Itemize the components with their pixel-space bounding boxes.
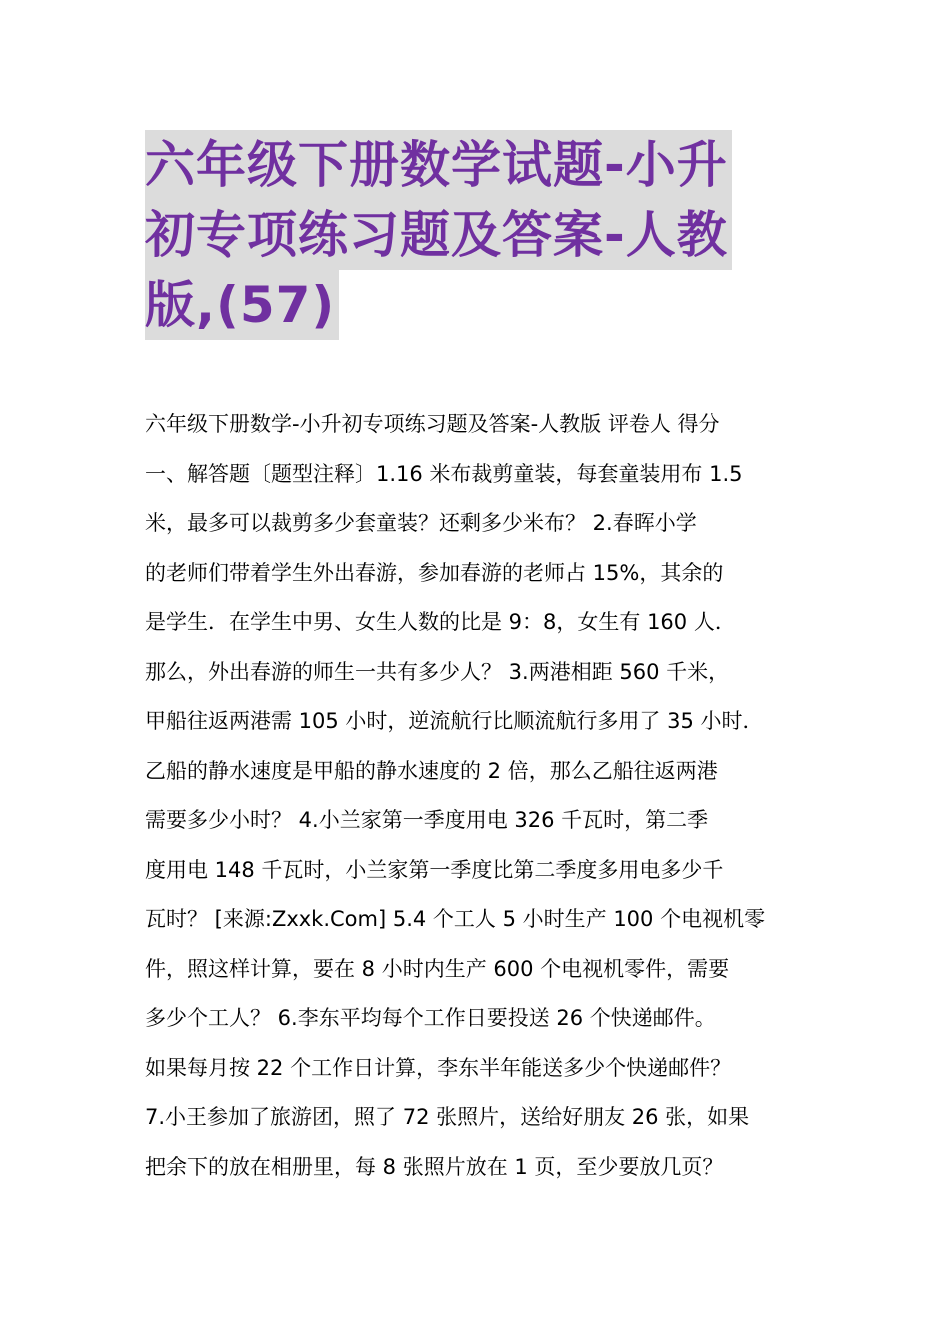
title-line-1-text: 六年级下册数学试题-小升	[145, 130, 732, 200]
title-line-2	[145, 200, 815, 270]
body-line: 一、解答题〔题型注释〕1.16 米布裁剪童装，每套童装用布 1.5	[145, 461, 743, 486]
body-line: 件，照这样计算，要在 8 小时内生产 600 个电视机零件，需要	[145, 956, 730, 981]
body-line: 甲船往返两港需 105 小时，逆流航行比顺流航行多用了 35 小时．	[145, 709, 764, 733]
body-line: 是学生．在学生中男、女生人数的比是 9：8，女生有 160 人．	[145, 610, 736, 634]
body-line: 六年级下册数学-小升初专项练习题及答案-人教版 评卷人 得分	[145, 412, 720, 436]
body-line: 多少个工人？ 6.李东平均每个工作日要投送 26 个快递邮件。	[145, 1006, 716, 1030]
body-line: 如果每月按 22 个工作日计算，李东半年能送多少个快递邮件？	[145, 1055, 732, 1080]
body-line: 米，最多可以裁剪多少套童装？还剩多少米布？ 2.春晖小学	[145, 511, 697, 535]
document-title	[145, 130, 815, 340]
body-line: 需要多少小时？ 4.小兰家第一季度用电 326 千瓦时，第二季	[145, 808, 709, 832]
body-line: 乙船的静水速度是甲船的静水速度的 2 倍，那么乙船往返两港	[145, 758, 718, 783]
title-line-3	[145, 270, 815, 340]
body-line: 度用电 148 千瓦时，小兰家第一季度比第二季度多用电多少千	[145, 857, 724, 882]
body-line: 的老师们带着学生外出春游，参加春游的老师占 15%，其余的	[145, 560, 724, 585]
body-line: 瓦时？ [来源:Zxxk.Com] 5.4 个工人 5 小时生产 100 个电视机零	[145, 907, 766, 931]
body-line: 7.小王参加了旅游团，照了 72 张照片，送给好朋友 26 张，如果	[145, 1105, 750, 1129]
title-line-1	[145, 130, 815, 200]
document-body	[145, 400, 810, 1192]
body-line: 那么，外出春游的师生一共有多少人？ 3.两港相距 560 千米，	[145, 659, 730, 684]
title-line-2-text: 初专项练习题及答案-人教	[145, 200, 732, 270]
body-line: 把余下的放在相册里，每 8 张照片放在 1 页，至少要放几页？	[145, 1154, 724, 1179]
title-line-3-text: 版,(57)	[145, 270, 339, 340]
